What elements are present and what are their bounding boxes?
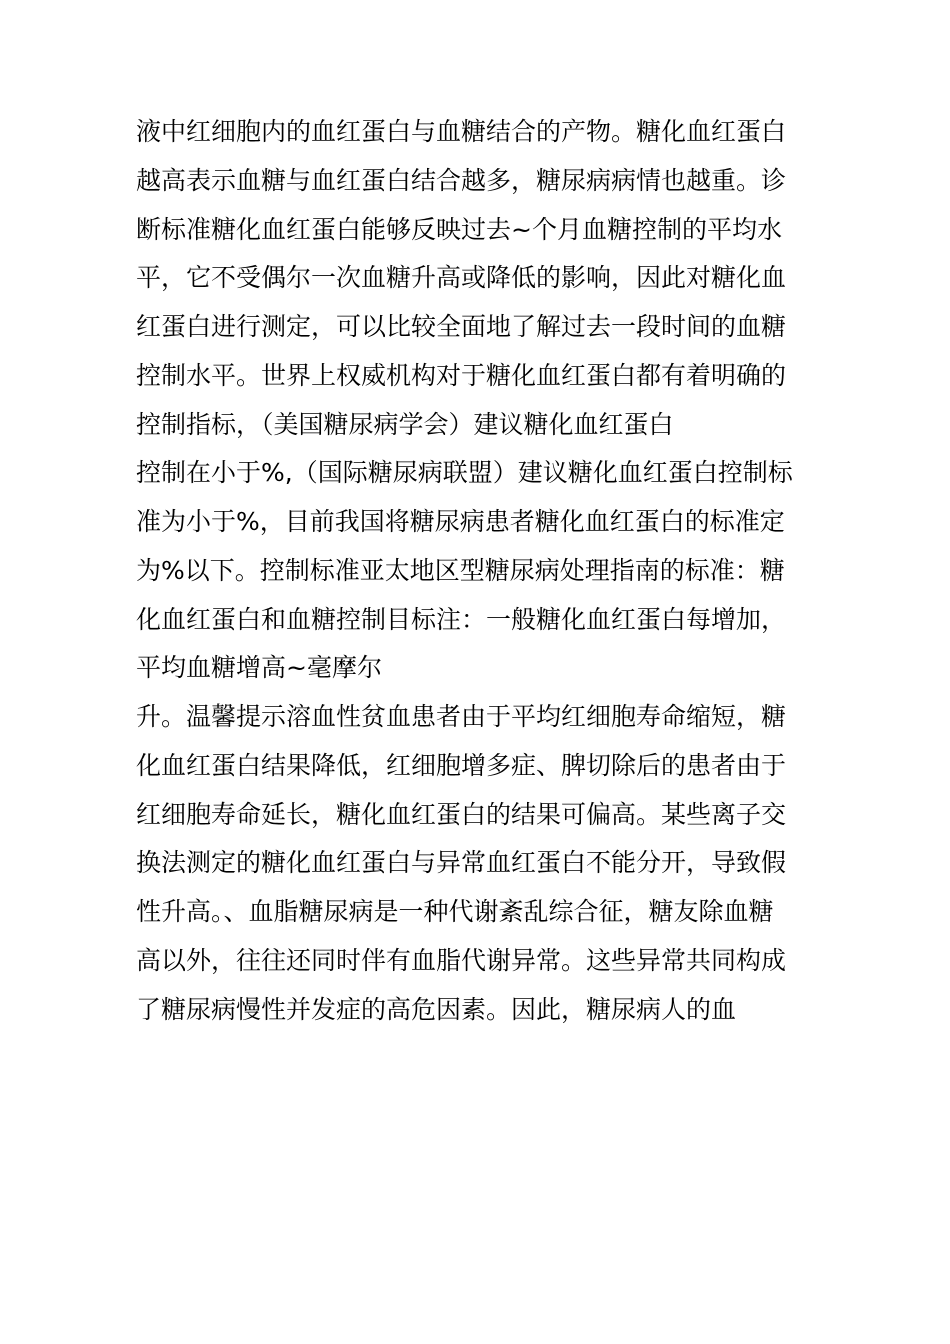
text-line: 化血红蛋白和血糖控制目标注：一般糖化血红蛋白每增加， xyxy=(136,604,787,634)
body-text xyxy=(136,108,826,1034)
text-line: 控制指标，（美国糖尿病学会）建议糖化血红蛋白 xyxy=(136,409,674,439)
text-line: 红蛋白进行测定，可以比较全面地了解过去一段时间的血糖 xyxy=(136,312,787,341)
text-line: 升。温馨提示溶血性贫血患者由于平均红细胞寿命缩短，糖 xyxy=(136,702,787,731)
text-line: 越高表示血糖与血红蛋白结合越多，糖尿病病情也越重。诊 xyxy=(136,165,787,195)
text-line: 断标准糖化血红蛋白能够反映过去~个月血糖控制的平均水 xyxy=(136,214,782,244)
text-line: 换法测定的糖化血红蛋白与异常血红蛋白不能分开，导致假 xyxy=(136,848,787,878)
text-line: 控制在小于%,（国际糖尿病联盟）建议糖化血红蛋白控制标 xyxy=(136,458,793,488)
text-line: 性升高。、血脂糖尿病是一种代谢紊乱综合征，糖友除血糖 xyxy=(136,897,774,926)
text-line: 平，它不受偶尔一次血糖升高或降低的影响，因此对糖化血 xyxy=(136,263,787,293)
text-line: 红细胞寿命延长，糖化血红蛋白的结果可偏高。某些离子交 xyxy=(136,799,787,829)
text-line: 控制水平。世界上权威机构对于糖化血红蛋白都有着明确的 xyxy=(136,360,787,390)
text-line: 平均血糖增高~毫摩尔 xyxy=(136,653,382,683)
text-line: 化血红蛋白结果降低，红细胞增多症、脾切除后的患者由于 xyxy=(136,750,787,780)
text-line: 准为小于%，目前我国将糖尿病患者糖化血红蛋白的标准定 xyxy=(136,507,785,536)
text-line: 液中红细胞内的血红蛋白与血糖结合的产物。糖化血红蛋白 xyxy=(136,117,787,146)
text-line: 高以外，往往还同时伴有血脂代谢异常。这些异常共同构成 xyxy=(136,945,787,975)
text-line: 了糖尿病慢性并发症的高危因素。因此，糖尿病人的血 xyxy=(136,994,737,1024)
text-line: 为%以下。控制标准亚太地区型糖尿病处理指南的标准：糖 xyxy=(136,555,785,585)
